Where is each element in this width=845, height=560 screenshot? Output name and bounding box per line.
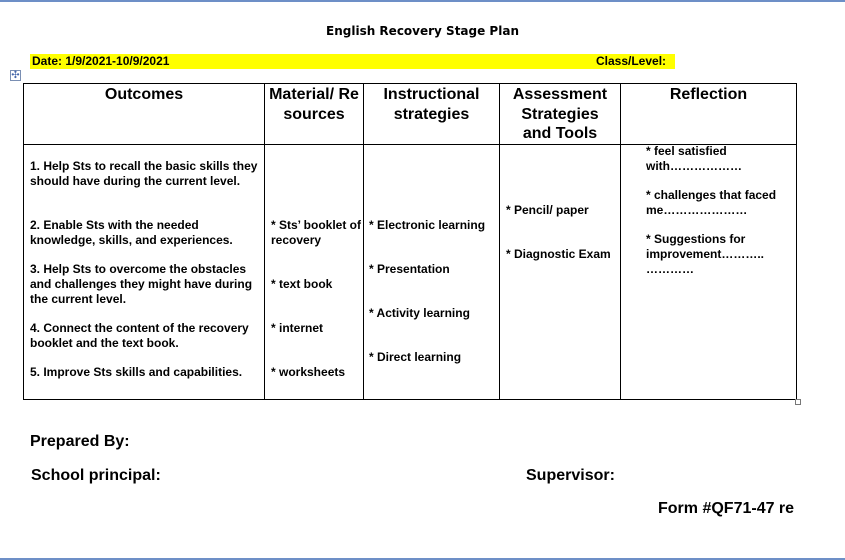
material-item: * text book	[271, 277, 333, 291]
outcome-item: 4. Connect the content of the recovery booklet and the text book.	[30, 321, 249, 350]
reflection-item: * challenges that faced me…………………	[646, 188, 777, 217]
outcomes-cell	[24, 145, 265, 400]
reflection-cell	[621, 145, 797, 400]
materials-cell	[265, 145, 364, 400]
strategy-item: * Direct learning	[369, 350, 462, 364]
strategies-cell	[364, 145, 500, 400]
school-principal-label: School principal:	[31, 467, 161, 484]
header-row	[24, 84, 797, 145]
class-level-label: Class/Level:	[596, 54, 667, 68]
header-strategies-label: Instructional strategies	[383, 86, 480, 123]
date-bar	[30, 54, 675, 69]
table-move-handle-icon[interactable]: ✣	[11, 70, 20, 81]
strategy-item: * Presentation	[369, 262, 450, 276]
header-strategies	[364, 84, 500, 145]
plan-table	[23, 83, 797, 400]
material-item: * internet	[271, 321, 324, 335]
outcome-item: 3. Help Sts to overcome the obstacles and challenges they might have during the current level.	[30, 262, 253, 306]
outcome-item: 2. Enable Sts with the needed knowledge, skills, and experiences.	[30, 218, 233, 247]
material-item: * Sts’ booklet of recovery	[271, 218, 362, 247]
outcome-item: 5. Improve Sts skills and capabilities.	[30, 365, 243, 379]
header-materials-label: Material/ Resources	[269, 86, 359, 123]
reflection-item: * feel satisfied with………………	[646, 144, 742, 173]
outcome-item: 1. Help Sts to recall the basic skills they should have during the current level.	[30, 159, 258, 188]
assessment-cell	[500, 145, 621, 400]
supervisor-label: Supervisor:	[526, 467, 615, 484]
header-outcomes: Outcomes	[24, 84, 265, 145]
header-assessment-label: Assessment Strategies and Tools	[512, 86, 608, 142]
assessment-item: * Pencil/ paper	[506, 203, 589, 217]
assessment-item: * Diagnostic Exam	[506, 247, 611, 261]
reflection-item: * Suggestions for improvement……….. …………	[646, 232, 765, 276]
form-number: Form #QF71-47 re	[658, 500, 795, 517]
prepared-by-label: Prepared By:	[30, 433, 130, 450]
strategy-item: * Electronic learning	[369, 218, 486, 232]
top-rule	[0, 0, 845, 2]
date-label: Date: 1/9/2021-10/9/2021	[32, 54, 170, 68]
table-resize-handle[interactable]	[795, 399, 801, 405]
header-assessment	[500, 84, 621, 145]
content-row	[24, 145, 797, 400]
header-materials	[265, 84, 364, 145]
document-title: English Recovery Stage Plan	[326, 24, 519, 38]
strategy-item: * Activity learning	[369, 306, 470, 320]
material-item: * worksheets	[271, 365, 346, 379]
header-reflection: Reflection	[621, 84, 797, 145]
